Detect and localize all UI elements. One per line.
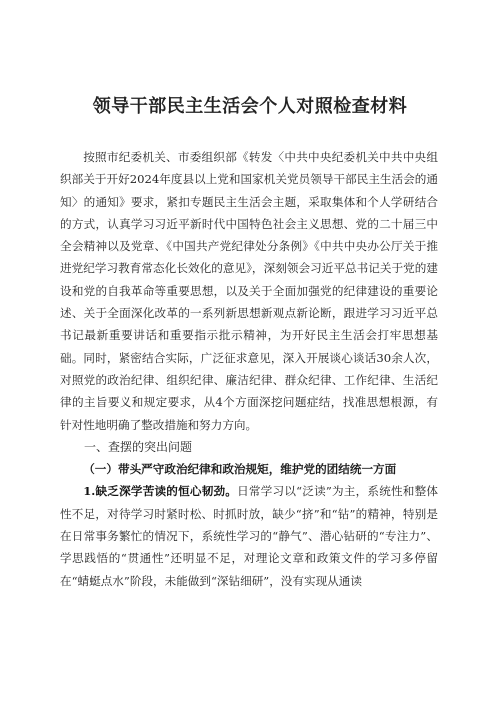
problem-point-1-lead: 1.缺乏深学苦读的恒心韧劲。	[83, 484, 238, 499]
problem-point-1	[60, 480, 438, 591]
subsection-heading-political-discipline: （一）带头严守政治纪律和政治规矩，维护党的团结统一方面	[83, 462, 397, 477]
section-heading-problems: 一、查摆的突出问题	[84, 439, 193, 454]
document-body	[60, 146, 438, 592]
problem-point-1-text: 日常学习以“泛读”为主，系统性和整体性不足，对待学习时紧时松、时抓时放，缺少“挤”和“钻”的精神，特别是在日常事务繁忙的情况下，系统性学习的“静气”、潜心钻研的“专注力”、学思践悟的“贯通性”还明显不足，对理论文章和政策文件的学习多停留在“蜻蜓点水”阶段，未能做到“深钻细研”，没有实现从通读	[60, 484, 439, 588]
document-title: 领导干部民主生活会个人对照检查材料	[92, 96, 408, 117]
intro-paragraph: 按照市纪委机关、市委组织部《转发〈中共中央纪委机关中共中央组织部关于开好2024年度县以上党和国家机关党员领导干部民主生活会的通知〉的通知》要求，紧扣专题民主生活会主题，采取集体和个人学研结合的方式，认真学习习近平新时代中国特色社会主义思想、党的二十届三中全会精神以及党章、《中国共产党纪律处分条例》《中共中央办公厅关于推进党纪学习教育常态化长效化的意见》，深刻领会习近平总书记关于党的建设和党的自我革命等重要思想，以及关于全面加强党的纪律建设的重要论述、关于全面深化改革的一系列新思想新观点新论断，跟进学习习近平总书记最新重要讲话和重要指示批示精神，为开好民主生活会打牢思想基础。同时，紧密结合实际，广泛征求意见，深入开展谈心谈话30余人次，对照党的政治纪律、组织纪律、廉洁纪律、群众纪律、工作纪律、生活纪律的主旨要义和规定要求，从4个方面深挖问题症结，找准思想根源，有针对性地明确了整改措施和努力方向。	[60, 150, 438, 432]
